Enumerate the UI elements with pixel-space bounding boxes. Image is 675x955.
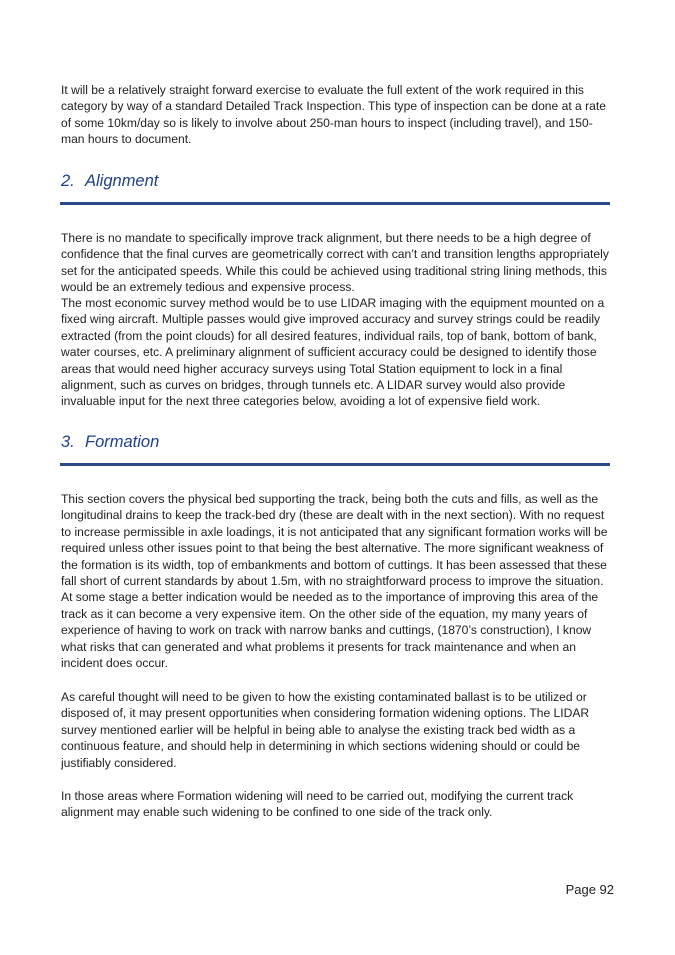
alignment-paragraph-2: The most economic survey method would be to use LIDAR imaging with the equipment mounted on a fixed wing aircraft. Multiple passes would give improved accuracy and survey strings could be readily extracted (from the point clouds) for all desired features, individual rails, top of bank, bottom of bank, water courses, etc. A preliminary alignment of sufficient accuracy could be designed to identify those areas that would need higher accuracy surveys using Total Station equipment to lock in a final alignment, such as curves on bridges, through tunnels etc. A LIDAR survey would also provide invaluable input for the next three categories below, avoiding a lot of expensive field work. [61,296,605,409]
formation-paragraph-3: In those areas where Formation widening will need to be carried out, modifying the current track alignment may enable such widening to be confined to one side of the track only. [61,789,574,820]
section-title: Formation [85,433,160,451]
section-number: 2. [61,172,75,190]
section-heading-formation [61,433,159,452]
page-number: Page 92 [565,882,614,897]
section-divider [60,202,610,205]
section-number: 3. [61,433,75,451]
intro-paragraph: It will be a relatively straight forward exercise to evaluate the full extent of the work required in this category by way of a standard Detailed Track Inspection. This type of inspection can be done at a rate of some 10km/day so is likely to involve about 250-man hours to inspect (including travel), and 150-man hours to document. [61,83,606,147]
section-title: Alignment [85,172,159,190]
section-heading-alignment [61,172,158,191]
section-divider [60,463,610,466]
formation-paragraph-2: As careful thought will need to be given to how the existing contaminated ballast is to be utilized or disposed of, it may present opportunities when considering formation widening options. The LIDAR survey mentioned earlier will be helpful in being able to analyse the existing track bed width as a continuous feature, and should help in determining in which sections widening should or could be justifiably considered. [61,690,590,770]
formation-paragraph-1: This section covers the physical bed supporting the track, being both the cuts and fills, as well as the longitudinal drains to keep the track-bed dry (these are dealt with in the next section). With no request to increase permissible in axle loadings, it is not anticipated that any significant formation works will be required unless other issues point to that being the best alternative. The more significant weakness of the formation is its width, top of embankments and bottom of cuttings. It has been assessed that these fall short of current standards by about 1.5m, with no straightforward process to improve the situation. At some stage a better indication would be needed as to the importance of improving this area of the track as it can become a very expensive item. On the other side of the equation, my many years of experience of having to work on track with narrow banks and cuttings, (1870’s construction), I know what risks that can generated and what problems it presents for track maintenance and when an incident does occur. [61,492,608,671]
alignment-paragraph-1: There is no mandate to specifically improve track alignment, but there needs to be a high degree of confidence that the final curves are geometrically correct with can’t and transition lengths appropriately set for the anticipated speeds. While this could be achieved using traditional string lining methods, this would be an extremely tedious and expensive process. [61,231,609,295]
